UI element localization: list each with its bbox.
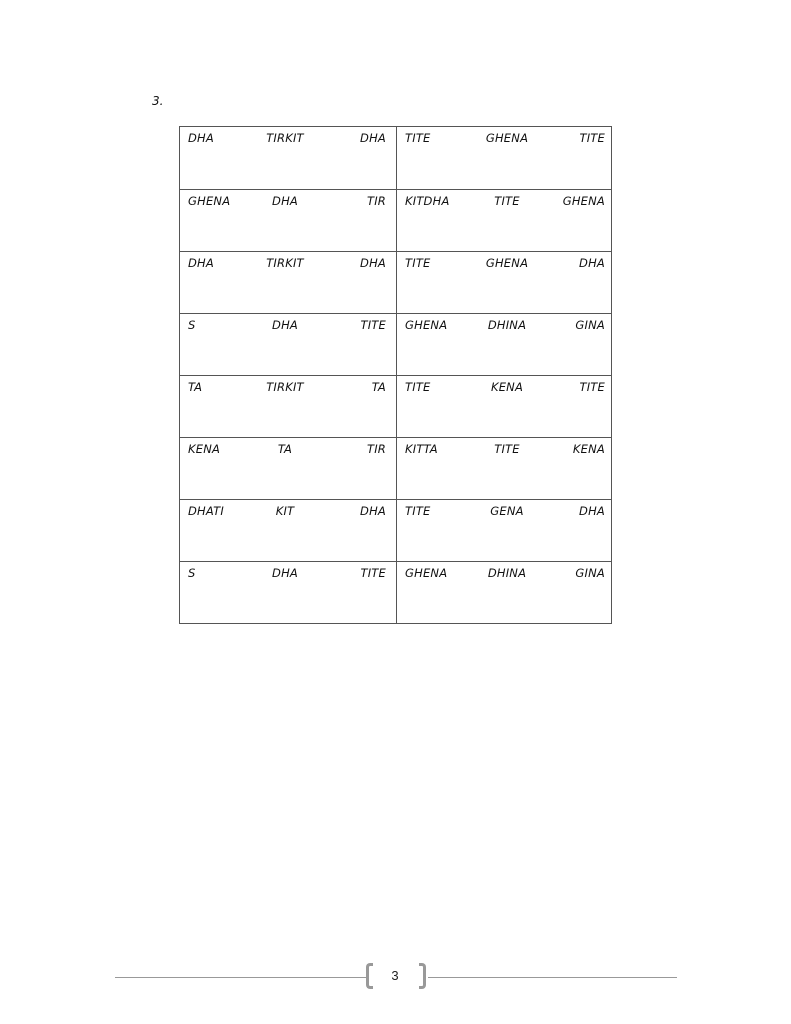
table-row xyxy=(180,437,611,499)
bol-syllable: GENA xyxy=(490,504,524,518)
bol-syllable: TIRKIT xyxy=(266,131,304,145)
bol-syllable: TITE xyxy=(405,504,431,518)
bol-syllable: DHA xyxy=(272,318,298,332)
bol-syllable: TITE xyxy=(494,442,520,456)
bol-syllable: GHENA xyxy=(188,194,231,208)
bol-syllable: DHA xyxy=(272,194,298,208)
table-row xyxy=(180,127,611,189)
bol-syllable: TIRKIT xyxy=(266,256,304,270)
bol-syllable: TITE xyxy=(405,256,431,270)
bol-syllable: KIT xyxy=(275,504,295,518)
bol-syllable: GINA xyxy=(575,318,605,332)
table-cell-left xyxy=(180,314,396,375)
table-row xyxy=(180,251,611,313)
bol-syllable: TITE xyxy=(405,380,431,394)
table-cell-right xyxy=(397,190,611,251)
bol-syllable: DHA xyxy=(360,256,386,270)
bol-syllable: TIR xyxy=(366,194,386,208)
bol-syllable: DHINA xyxy=(487,318,527,332)
bol-syllable: DHINA xyxy=(487,566,527,580)
table-cell-right xyxy=(397,438,611,499)
table-cell-left xyxy=(180,252,396,313)
table-row xyxy=(180,375,611,437)
table-cell-right xyxy=(397,376,611,437)
bol-syllable: TITE xyxy=(494,194,520,208)
bol-syllable: KITDHA xyxy=(405,194,450,208)
bol-syllable: GHENA xyxy=(485,256,529,270)
bol-syllable: KENA xyxy=(490,380,524,394)
bol-syllable: KENA xyxy=(188,442,221,456)
bol-syllable: GHENA xyxy=(405,318,448,332)
table-cell-right xyxy=(397,562,611,623)
bol-syllable: DHA xyxy=(188,256,214,270)
bol-syllable: TITE xyxy=(360,318,386,332)
table-cell-right xyxy=(397,314,611,375)
bol-syllable: TITE xyxy=(579,131,605,145)
table-cell-left xyxy=(180,438,396,499)
page-number: 3 xyxy=(391,968,399,983)
bol-syllable: DHA xyxy=(360,131,386,145)
table-row xyxy=(180,189,611,251)
bol-syllable: DHATI xyxy=(188,504,224,518)
bol-syllable: TITE xyxy=(579,380,605,394)
bol-syllable: S xyxy=(188,318,196,332)
bol-syllable: DHA xyxy=(579,256,605,270)
bol-syllable: DHA xyxy=(188,131,214,145)
bol-syllable: TIR xyxy=(366,442,386,456)
table-cell-right xyxy=(397,252,611,313)
bol-syllable: KITTA xyxy=(405,442,438,456)
table-row xyxy=(180,561,611,623)
table-row xyxy=(180,499,611,561)
bol-syllable: TITE xyxy=(405,131,431,145)
footer-brace-left xyxy=(366,963,373,989)
bol-syllable: TA xyxy=(188,380,203,394)
footer-rule-right xyxy=(428,977,677,978)
footer-rule-left xyxy=(115,977,366,978)
table-cell-left xyxy=(180,562,396,623)
table-cell-left xyxy=(180,190,396,251)
bol-syllable: GHENA xyxy=(485,131,529,145)
footer-brace-right xyxy=(419,963,426,989)
table-cell-left xyxy=(180,376,396,437)
table-row xyxy=(180,313,611,375)
table-cell-left xyxy=(180,500,396,561)
bol-syllable: TA xyxy=(371,380,386,394)
bol-syllable: DHA xyxy=(360,504,386,518)
bol-syllable: TIRKIT xyxy=(266,380,304,394)
table-cell-right xyxy=(397,500,611,561)
bol-syllable: TA xyxy=(277,442,293,456)
table-cell-left xyxy=(180,127,396,189)
bol-syllable: DHA xyxy=(579,504,605,518)
bol-syllable: KENA xyxy=(572,442,605,456)
table-cell-right xyxy=(397,127,611,189)
bol-syllable: DHA xyxy=(272,566,298,580)
bol-syllable: GHENA xyxy=(405,566,448,580)
bol-syllable: S xyxy=(188,566,196,580)
bol-table xyxy=(179,126,612,624)
bol-syllable: GINA xyxy=(575,566,605,580)
bol-syllable: TITE xyxy=(360,566,386,580)
section-number: 3. xyxy=(152,94,164,108)
bol-syllable: GHENA xyxy=(562,194,605,208)
